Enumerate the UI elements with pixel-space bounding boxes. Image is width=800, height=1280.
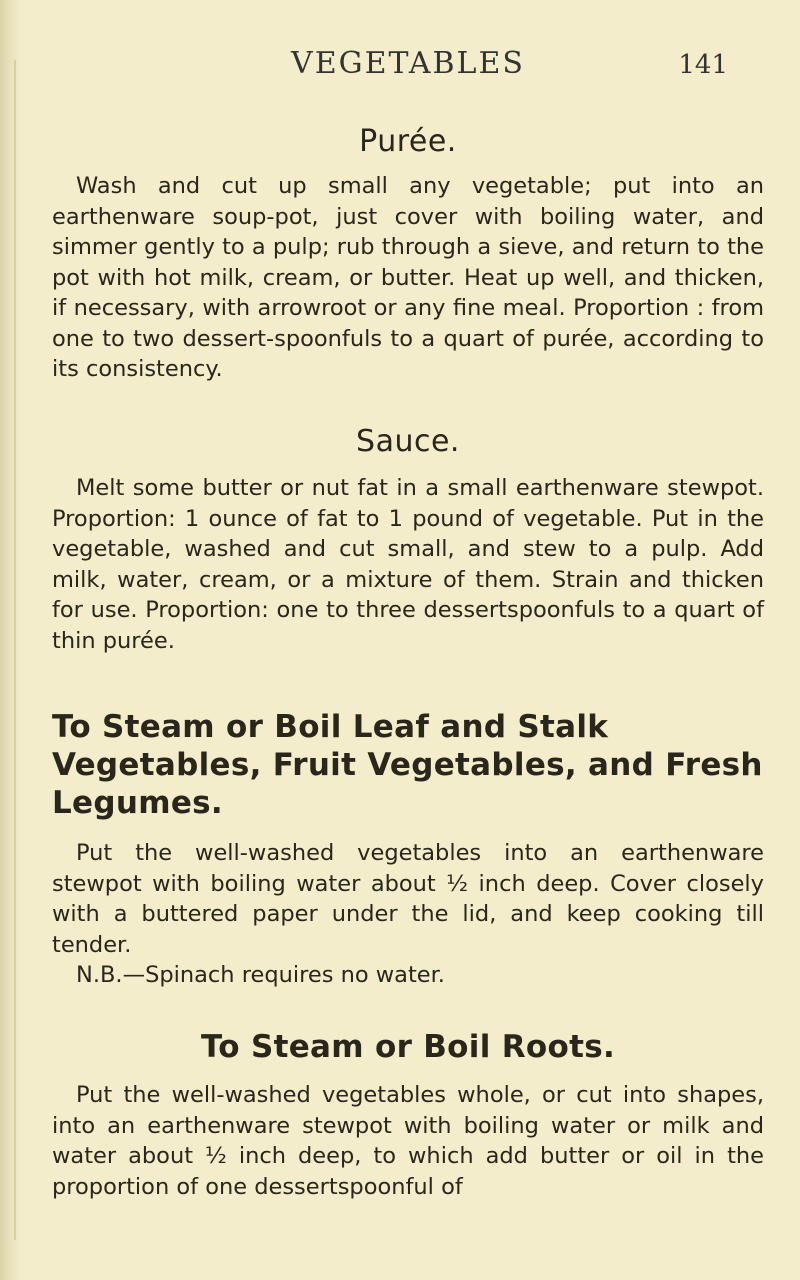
section-sauce <box>52 424 764 656</box>
section-heading-roots: To Steam or Boil Roots. <box>200 1029 616 1065</box>
section-puree <box>52 124 764 385</box>
section-body-leaf-stalk: Put the well-washed vegetables into an earthenware stewpot with boiling water about ½ inch deep. Cover closely with a buttered paper under the lid, and keep cooking till tender. <box>52 840 764 958</box>
running-head <box>52 46 764 86</box>
section-heading-sauce: Sauce. <box>356 424 460 459</box>
section-body-puree: Wash and cut up small any vegetable; put into an earthenware soup-pot, just cover with boiling water, and simmer gently to a pulp; rub through a sieve, and return to the pot with hot milk, cream, or butter. Heat up well, and thicken, if necessary, with arrowroot or any fine meal. Proportion : from one to two dessert-spoonfuls to a quart of purée, according to its consistency. <box>52 173 764 382</box>
section-heading-leaf-stalk: To Steam or Boil Leaf and Stalk Vegetables, Fruit Vegetables, and Fresh Legumes. <box>52 709 763 821</box>
section-heading-puree: Purée. <box>359 124 457 159</box>
section-body-roots: Put the well-washed vegetables whole, or cut into shapes, into an earthenware stewpot with boiling water or milk and water about ½ inch deep, to which add butter or oil in the proportion of one dessertspoonful of <box>52 1082 764 1200</box>
section-roots <box>52 1028 764 1202</box>
gutter-fold-line <box>14 60 16 1240</box>
section-body-sauce: Melt some butter or nut fat in a small earthenware stewpot. Proportion: 1 ounce of fat to 1 pound of vegetable. Put in the vegetable, washed and cut small, and stew to a pulp. Add milk, water, cream, or a mixture of them. Strain and thicken for use. Proportion: one to three dessertspoonfuls to a quart of thin purée. <box>52 475 764 654</box>
page-number: 141 <box>678 50 728 80</box>
running-title: VEGETABLES <box>291 46 525 81</box>
section-note-leaf-stalk: N.B.—Spinach requires no water. <box>76 962 445 988</box>
page-gutter-shadow <box>0 0 22 1280</box>
section-leaf-stalk <box>52 708 764 991</box>
